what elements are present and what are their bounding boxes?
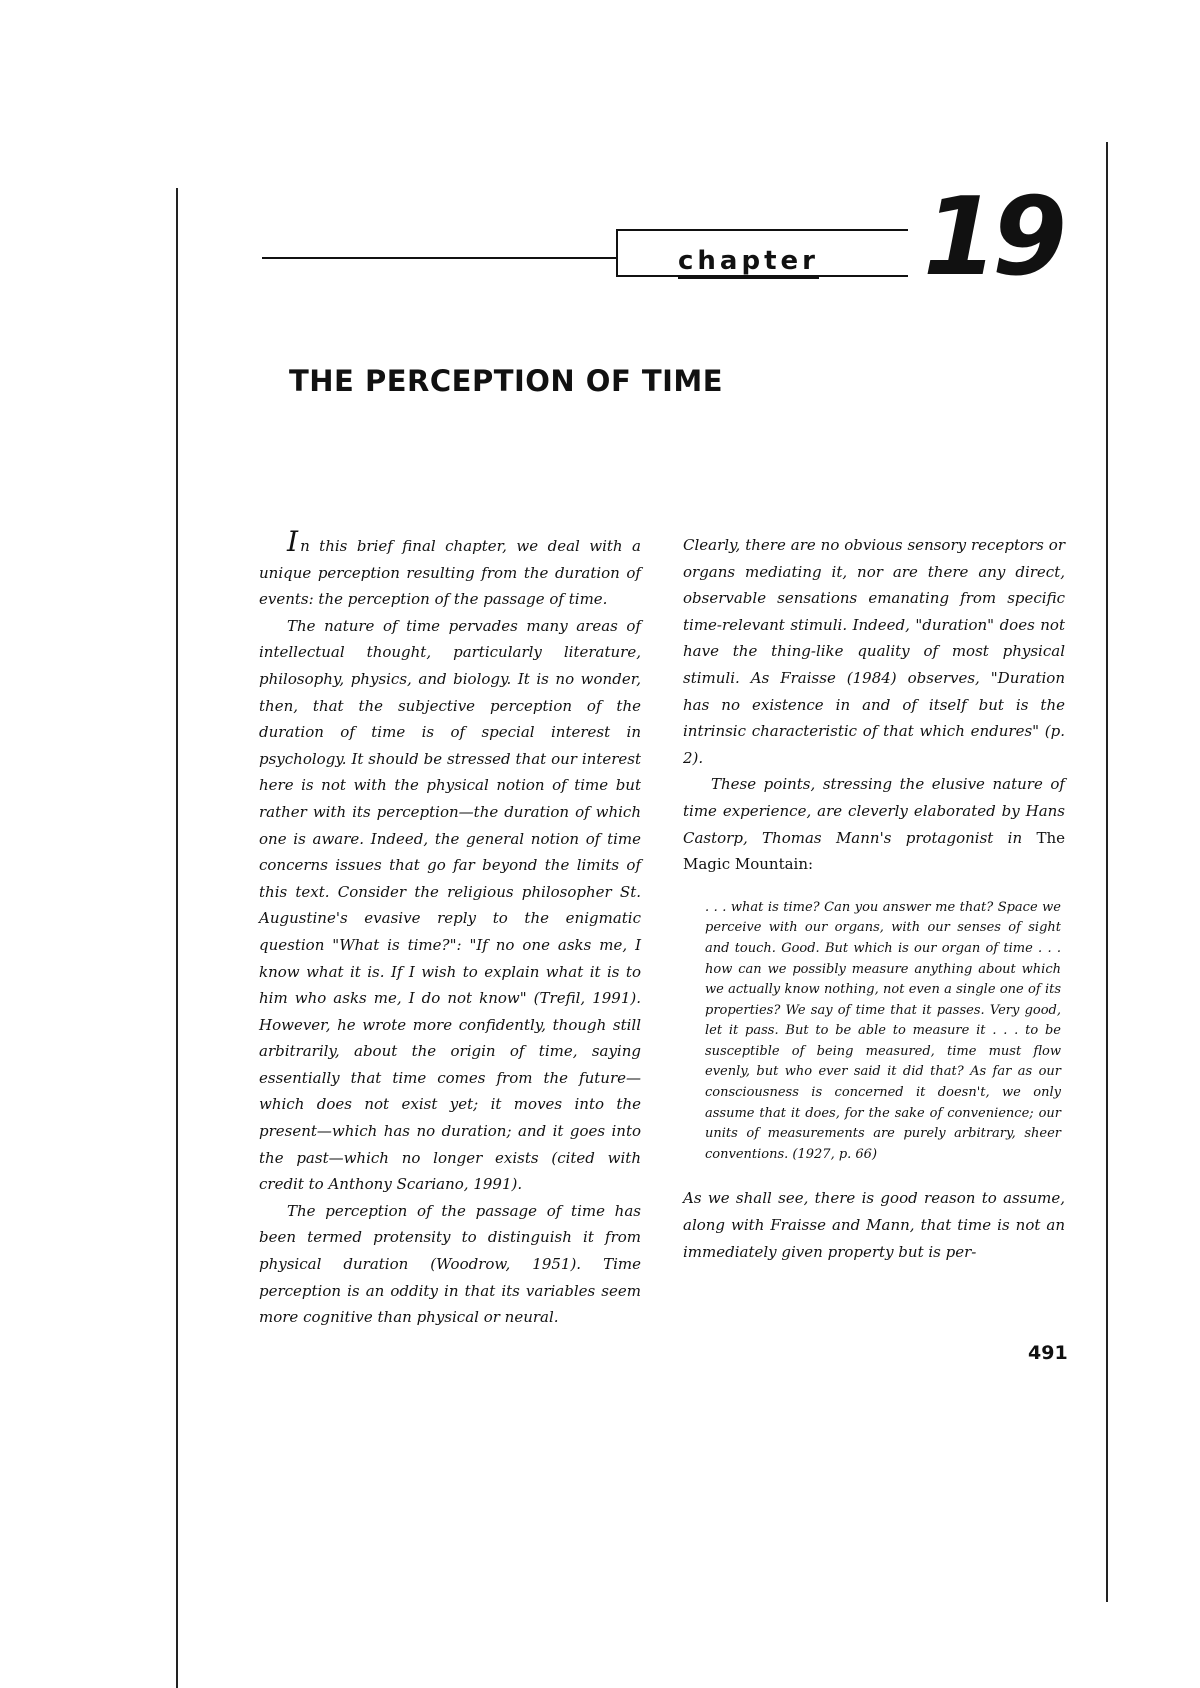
intro-paragraph	[259, 525, 641, 613]
scan-left-edge	[176, 188, 178, 1688]
body-paragraph: The nature of time pervades many areas of intellectual thought, particularly literature, philosophy, physics, and biology. It is no wonder, then, that the subjective perception of the duration of time is of special interest in psychology. It should be stressed that our interest here is not with the physical notion of time but rather with its perception—the duration of which one is aware. Indeed, the general notion of time concerns issues that go far beyond the limits of this text. Consider the religious philosopher St. Augustine's evasive reply to the enigmatic question "What is time?": "If no one asks me, I know what it is. If I wish to explain what it is to him who asks me, I do not know" (Trefil, 1991). However, he wrote more confidently, though still arbitrarily, about the origin of time, saying essentially that time comes from the future—which does not exist yet; it moves into the present—which has no duration; and it goes into the past—which no longer exists (cited with credit to Anthony Scariano, 1991).	[259, 616, 641, 1194]
header-rule	[262, 257, 618, 259]
left-column	[259, 525, 641, 1331]
chapter-number: 19	[908, 183, 1076, 293]
intro-text: n this brief final chapter, we deal with a unique perception resulting from the duration of events: the perception of the passage of time.	[259, 537, 641, 609]
book-title: The Magic Mountain:	[683, 828, 1065, 874]
scan-right-edge	[1106, 142, 1108, 1602]
drop-cap: I	[287, 525, 299, 558]
body-paragraph	[683, 771, 1065, 877]
body-paragraph: Clearly, there are no obvious sensory receptors or organs mediating it, nor are there any direct, observable sensations emanating from specific time-relevant stimuli. Indeed, "duration" does not have the thing-like quality of most physical stimuli. As Fraisse (1984) observes, "Duration has no existence in and of itself but is the intrinsic characteristic of that which endures" (p. 2).	[683, 536, 1065, 767]
paragraph-text: These points, stressing the elusive nature of time experience, are cleverly elaborated by Hans Castorp, Thomas Mann's protagonist in	[683, 775, 1065, 847]
page-number: 491	[1028, 1342, 1068, 1364]
right-column	[683, 532, 1065, 1265]
block-quote: . . . what is time? Can you answer me that? Space we perceive with our organs, with our senses of sight and touch. Good. But which is our organ of time . . . how can we possibly measure anything about which we actually know nothing, not even a single one of its properties? We say of time that it passes. Very good, let it pass. But to be able to measure it . . . to be susceptible of being measured, time must flow evenly, but who ever said it did that? As far as our consciousness is concerned it doesn't, we only assume that it does, for the sake of convenience; our units of measurements are purely arbitrary, sheer conventions. (1927, p. 66)	[705, 899, 1061, 1162]
body-paragraph: As we shall see, there is good reason to assume, along with Fraisse and Mann, that time is not an immediately given property but is per-	[683, 1189, 1065, 1261]
chapter-title: THE PERCEPTION OF TIME	[289, 364, 724, 398]
body-paragraph: The perception of the passage of time has been termed protensity to distinguish it from physical duration (Woodrow, 1951). Time perception is an oddity in that its variables seem more cognitive than physical or neural.	[259, 1201, 641, 1327]
chapter-label: chapter	[678, 246, 819, 279]
